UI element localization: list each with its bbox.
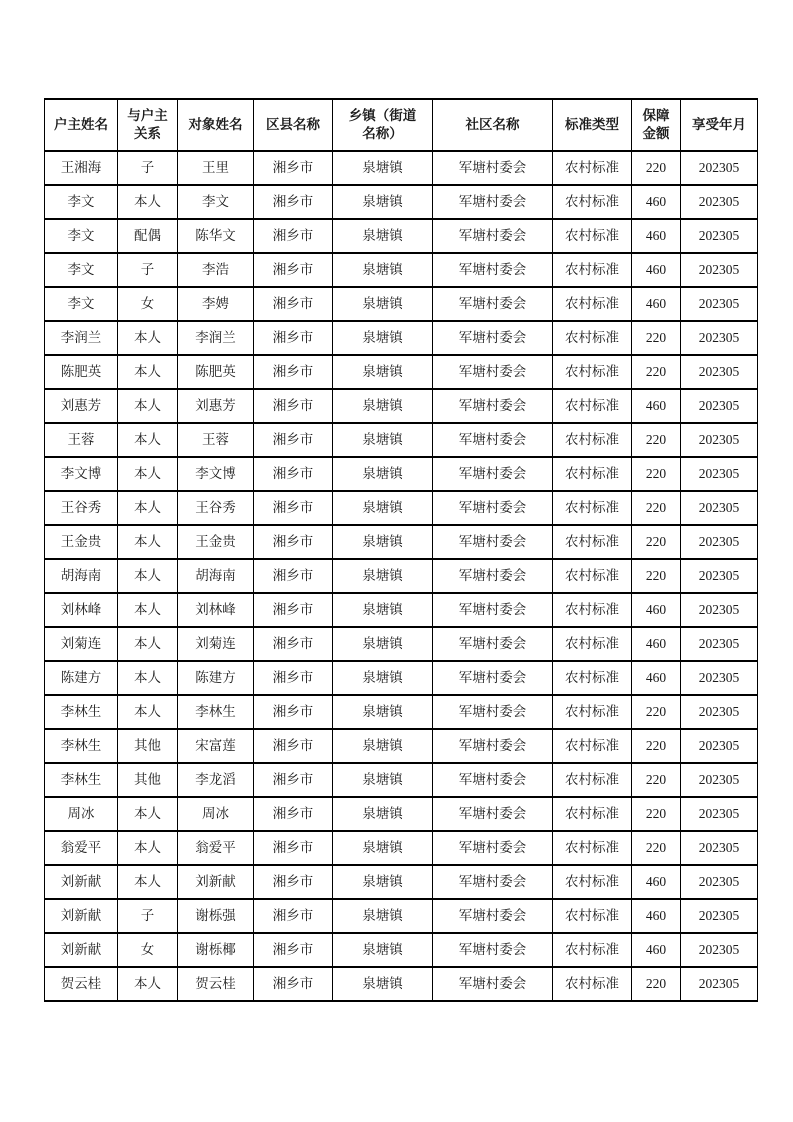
table-row <box>45 185 758 219</box>
table-row <box>45 321 758 355</box>
table-cell: 农村标准 <box>553 491 632 525</box>
table-cell: 军塘村委会 <box>433 933 553 967</box>
table-cell: 农村标准 <box>553 423 632 457</box>
table-row <box>45 763 758 797</box>
table-cell: 刘惠芳 <box>178 389 254 423</box>
table-cell: 女 <box>118 287 178 321</box>
table-cell: 湘乡市 <box>254 797 333 831</box>
table-cell: 配偶 <box>118 219 178 253</box>
table-cell: 460 <box>632 627 681 661</box>
table-cell: 李文 <box>45 287 118 321</box>
table-cell: 220 <box>632 491 681 525</box>
table-cell: 刘林峰 <box>45 593 118 627</box>
table-body <box>45 151 758 1001</box>
table-cell: 子 <box>118 151 178 185</box>
table-row <box>45 423 758 457</box>
table-row <box>45 661 758 695</box>
table-cell: 202305 <box>681 967 758 1001</box>
table-cell: 李文 <box>45 253 118 287</box>
table-cell: 湘乡市 <box>254 287 333 321</box>
table-cell: 农村标准 <box>553 729 632 763</box>
table-cell: 泉塘镇 <box>333 831 433 865</box>
table-row <box>45 355 758 389</box>
table-cell: 农村标准 <box>553 525 632 559</box>
table-cell: 农村标准 <box>553 933 632 967</box>
table-cell: 湘乡市 <box>254 491 333 525</box>
table-cell: 军塘村委会 <box>433 797 553 831</box>
table-cell: 湘乡市 <box>254 185 333 219</box>
table-cell: 本人 <box>118 525 178 559</box>
table-cell: 湘乡市 <box>254 831 333 865</box>
table-cell: 泉塘镇 <box>333 899 433 933</box>
column-header <box>333 99 433 151</box>
table-cell: 王谷秀 <box>178 491 254 525</box>
table-cell: 农村标准 <box>553 559 632 593</box>
table-cell: 本人 <box>118 185 178 219</box>
table-cell: 湘乡市 <box>254 423 333 457</box>
table-cell: 202305 <box>681 695 758 729</box>
table-cell: 农村标准 <box>553 457 632 491</box>
table-cell: 460 <box>632 185 681 219</box>
column-header-label: 户主姓名 <box>54 117 108 133</box>
table-cell: 202305 <box>681 151 758 185</box>
table-cell: 湘乡市 <box>254 321 333 355</box>
table-row <box>45 525 758 559</box>
table-cell: 460 <box>632 593 681 627</box>
column-header-label: 保障金额 <box>642 108 670 141</box>
table-cell: 农村标准 <box>553 389 632 423</box>
column-header <box>45 99 118 151</box>
table-cell: 460 <box>632 865 681 899</box>
table-cell: 农村标准 <box>553 763 632 797</box>
table-cell: 农村标准 <box>553 185 632 219</box>
table-cell: 泉塘镇 <box>333 593 433 627</box>
table-cell: 李林生 <box>178 695 254 729</box>
table-row <box>45 593 758 627</box>
table-cell: 202305 <box>681 627 758 661</box>
table-head <box>45 99 758 151</box>
benefit-table <box>44 98 758 1002</box>
table-cell: 220 <box>632 695 681 729</box>
table-cell: 460 <box>632 219 681 253</box>
table-cell: 李润兰 <box>45 321 118 355</box>
table-cell: 农村标准 <box>553 219 632 253</box>
table-cell: 胡海南 <box>45 559 118 593</box>
column-header <box>118 99 178 151</box>
table-cell: 湘乡市 <box>254 661 333 695</box>
table-cell: 460 <box>632 933 681 967</box>
table-cell: 202305 <box>681 865 758 899</box>
table-cell: 军塘村委会 <box>433 661 553 695</box>
table-row <box>45 457 758 491</box>
column-header-label: 对象姓名 <box>188 117 243 133</box>
table-cell: 本人 <box>118 355 178 389</box>
table-row <box>45 491 758 525</box>
table-cell: 泉塘镇 <box>333 763 433 797</box>
table-cell: 军塘村委会 <box>433 729 553 763</box>
table-cell: 军塘村委会 <box>433 321 553 355</box>
table-cell: 子 <box>118 253 178 287</box>
table-cell: 翁爱平 <box>45 831 118 865</box>
table-cell: 湘乡市 <box>254 219 333 253</box>
table-cell: 贺云桂 <box>178 967 254 1001</box>
table-cell: 460 <box>632 661 681 695</box>
table-cell: 泉塘镇 <box>333 967 433 1001</box>
table-row <box>45 933 758 967</box>
table-cell: 陈华文 <box>178 219 254 253</box>
table-cell: 202305 <box>681 457 758 491</box>
table-cell: 刘新献 <box>178 865 254 899</box>
table-cell: 泉塘镇 <box>333 865 433 899</box>
table-cell: 本人 <box>118 831 178 865</box>
table-cell: 202305 <box>681 423 758 457</box>
table-row <box>45 865 758 899</box>
column-header-label: 享受年月 <box>692 117 746 133</box>
table-row <box>45 899 758 933</box>
table-row <box>45 389 758 423</box>
table-cell: 王金贵 <box>45 525 118 559</box>
table-cell: 220 <box>632 559 681 593</box>
table-cell: 220 <box>632 151 681 185</box>
table-cell: 本人 <box>118 661 178 695</box>
table-cell: 泉塘镇 <box>333 729 433 763</box>
table-cell: 军塘村委会 <box>433 525 553 559</box>
table-cell: 本人 <box>118 627 178 661</box>
table-cell: 泉塘镇 <box>333 661 433 695</box>
table-cell: 202305 <box>681 593 758 627</box>
table-cell: 220 <box>632 763 681 797</box>
table-cell: 湘乡市 <box>254 355 333 389</box>
table-cell: 泉塘镇 <box>333 525 433 559</box>
table-cell: 军塘村委会 <box>433 389 553 423</box>
table-cell: 本人 <box>118 967 178 1001</box>
table-cell: 湘乡市 <box>254 967 333 1001</box>
table-cell: 翁爱平 <box>178 831 254 865</box>
column-header-label: 与户主关系 <box>127 108 168 141</box>
table-cell: 刘新献 <box>45 899 118 933</box>
table-cell: 陈肥英 <box>45 355 118 389</box>
table-cell: 军塘村委会 <box>433 967 553 1001</box>
table-cell: 湘乡市 <box>254 695 333 729</box>
table-cell: 湘乡市 <box>254 933 333 967</box>
table-cell: 泉塘镇 <box>333 627 433 661</box>
table-cell: 泉塘镇 <box>333 423 433 457</box>
table-cell: 李文 <box>45 185 118 219</box>
table-cell: 泉塘镇 <box>333 253 433 287</box>
table-cell: 农村标准 <box>553 355 632 389</box>
table-cell: 王湘海 <box>45 151 118 185</box>
table-cell: 陈建方 <box>178 661 254 695</box>
table-cell: 220 <box>632 967 681 1001</box>
table-cell: 农村标准 <box>553 287 632 321</box>
table-cell: 460 <box>632 253 681 287</box>
table-cell: 李浩 <box>178 253 254 287</box>
table-cell: 460 <box>632 389 681 423</box>
table-cell: 湘乡市 <box>254 525 333 559</box>
table-cell: 农村标准 <box>553 253 632 287</box>
table-row <box>45 151 758 185</box>
table-cell: 军塘村委会 <box>433 627 553 661</box>
table-cell: 202305 <box>681 525 758 559</box>
table-cell: 202305 <box>681 933 758 967</box>
table-cell: 军塘村委会 <box>433 219 553 253</box>
table-cell: 李林生 <box>45 695 118 729</box>
table-cell: 胡海南 <box>178 559 254 593</box>
table-cell: 军塘村委会 <box>433 355 553 389</box>
table-cell: 湘乡市 <box>254 593 333 627</box>
table-cell: 李润兰 <box>178 321 254 355</box>
table-cell: 本人 <box>118 865 178 899</box>
table-cell: 220 <box>632 355 681 389</box>
table-cell: 谢栎椰 <box>178 933 254 967</box>
table-cell: 湘乡市 <box>254 457 333 491</box>
table-row <box>45 627 758 661</box>
table-cell: 军塘村委会 <box>433 423 553 457</box>
table-cell: 本人 <box>118 457 178 491</box>
table-cell: 湘乡市 <box>254 899 333 933</box>
table-cell: 湘乡市 <box>254 151 333 185</box>
table-cell: 王蓉 <box>178 423 254 457</box>
table-cell: 王蓉 <box>45 423 118 457</box>
table-cell: 女 <box>118 933 178 967</box>
table-cell: 军塘村委会 <box>433 253 553 287</box>
table-cell: 军塘村委会 <box>433 695 553 729</box>
table-cell: 本人 <box>118 797 178 831</box>
table-cell: 202305 <box>681 355 758 389</box>
table-cell: 军塘村委会 <box>433 151 553 185</box>
table-cell: 202305 <box>681 219 758 253</box>
table-cell: 宋富莲 <box>178 729 254 763</box>
table-cell: 本人 <box>118 423 178 457</box>
column-header <box>433 99 553 151</box>
table-cell: 泉塘镇 <box>333 355 433 389</box>
table-cell: 202305 <box>681 321 758 355</box>
table-cell: 泉塘镇 <box>333 695 433 729</box>
table-row <box>45 729 758 763</box>
table-cell: 泉塘镇 <box>333 151 433 185</box>
table-cell: 202305 <box>681 559 758 593</box>
table-cell: 军塘村委会 <box>433 899 553 933</box>
table-row <box>45 219 758 253</box>
column-header-label: 社区名称 <box>465 117 520 133</box>
table-cell: 农村标准 <box>553 797 632 831</box>
table-cell: 202305 <box>681 899 758 933</box>
table-cell: 农村标准 <box>553 695 632 729</box>
table-cell: 李龙滔 <box>178 763 254 797</box>
table-row <box>45 695 758 729</box>
table-cell: 周冰 <box>178 797 254 831</box>
table-cell: 谢栎强 <box>178 899 254 933</box>
table-row <box>45 831 758 865</box>
table-cell: 本人 <box>118 695 178 729</box>
table-cell: 王谷秀 <box>45 491 118 525</box>
table-cell: 本人 <box>118 559 178 593</box>
table-cell: 泉塘镇 <box>333 457 433 491</box>
table-cell: 本人 <box>118 593 178 627</box>
table-cell: 军塘村委会 <box>433 457 553 491</box>
table-cell: 湘乡市 <box>254 389 333 423</box>
table-cell: 220 <box>632 831 681 865</box>
table-cell: 农村标准 <box>553 661 632 695</box>
table-cell: 刘惠芳 <box>45 389 118 423</box>
table-cell: 农村标准 <box>553 865 632 899</box>
table-cell: 军塘村委会 <box>433 491 553 525</box>
table-cell: 李文 <box>45 219 118 253</box>
column-header <box>178 99 254 151</box>
table-cell: 220 <box>632 457 681 491</box>
table-cell: 李林生 <box>45 763 118 797</box>
table-cell: 202305 <box>681 287 758 321</box>
table-cell: 泉塘镇 <box>333 219 433 253</box>
table-cell: 220 <box>632 321 681 355</box>
table-cell: 460 <box>632 899 681 933</box>
table-cell: 220 <box>632 423 681 457</box>
table-cell: 202305 <box>681 389 758 423</box>
table-row <box>45 253 758 287</box>
table-cell: 农村标准 <box>553 151 632 185</box>
table-cell: 220 <box>632 525 681 559</box>
table-cell: 农村标准 <box>553 593 632 627</box>
table-cell: 农村标准 <box>553 627 632 661</box>
table-row <box>45 967 758 1001</box>
table-cell: 湘乡市 <box>254 729 333 763</box>
table-cell: 周冰 <box>45 797 118 831</box>
table-cell: 湘乡市 <box>254 763 333 797</box>
table-row <box>45 797 758 831</box>
table-cell: 军塘村委会 <box>433 593 553 627</box>
column-header <box>254 99 333 151</box>
header-row <box>45 99 758 151</box>
table-cell: 本人 <box>118 321 178 355</box>
table-cell: 军塘村委会 <box>433 185 553 219</box>
table-cell: 泉塘镇 <box>333 287 433 321</box>
column-header-label: 区县名称 <box>266 117 320 133</box>
table-cell: 泉塘镇 <box>333 797 433 831</box>
table-cell: 202305 <box>681 253 758 287</box>
table-cell: 湘乡市 <box>254 559 333 593</box>
table-cell: 湘乡市 <box>254 627 333 661</box>
table-cell: 其他 <box>118 763 178 797</box>
table-cell: 湘乡市 <box>254 253 333 287</box>
table-cell: 泉塘镇 <box>333 933 433 967</box>
table-cell: 军塘村委会 <box>433 763 553 797</box>
table-cell: 农村标准 <box>553 899 632 933</box>
table-cell: 农村标准 <box>553 321 632 355</box>
table-cell: 202305 <box>681 729 758 763</box>
table-cell: 202305 <box>681 797 758 831</box>
table-cell: 泉塘镇 <box>333 491 433 525</box>
table-cell: 泉塘镇 <box>333 321 433 355</box>
table-cell: 王里 <box>178 151 254 185</box>
table-cell: 李娉 <box>178 287 254 321</box>
table-cell: 202305 <box>681 763 758 797</box>
table-cell: 农村标准 <box>553 831 632 865</box>
table-cell: 军塘村委会 <box>433 287 553 321</box>
table-cell: 李林生 <box>45 729 118 763</box>
table-cell: 刘林峰 <box>178 593 254 627</box>
table-cell: 李文 <box>178 185 254 219</box>
table-cell: 本人 <box>118 491 178 525</box>
table-row <box>45 559 758 593</box>
table-cell: 220 <box>632 729 681 763</box>
table-cell: 农村标准 <box>553 967 632 1001</box>
table-cell: 泉塘镇 <box>333 559 433 593</box>
table-cell: 陈建方 <box>45 661 118 695</box>
table-cell: 军塘村委会 <box>433 831 553 865</box>
table-cell: 202305 <box>681 831 758 865</box>
table-cell: 202305 <box>681 661 758 695</box>
table-cell: 其他 <box>118 729 178 763</box>
column-header <box>681 99 758 151</box>
table-cell: 刘新献 <box>45 933 118 967</box>
table-cell: 泉塘镇 <box>333 389 433 423</box>
table-cell: 220 <box>632 797 681 831</box>
column-header <box>553 99 632 151</box>
table-cell: 泉塘镇 <box>333 185 433 219</box>
table-cell: 王金贵 <box>178 525 254 559</box>
table-cell: 贺云桂 <box>45 967 118 1001</box>
table-cell: 军塘村委会 <box>433 865 553 899</box>
table-cell: 李文博 <box>45 457 118 491</box>
table-cell: 李文博 <box>178 457 254 491</box>
table-cell: 刘菊连 <box>178 627 254 661</box>
table-cell: 湘乡市 <box>254 865 333 899</box>
table-cell: 子 <box>118 899 178 933</box>
table-cell: 202305 <box>681 491 758 525</box>
table-cell: 刘新献 <box>45 865 118 899</box>
column-header <box>632 99 681 151</box>
column-header-label: 标准类型 <box>565 117 619 133</box>
table-cell: 刘菊连 <box>45 627 118 661</box>
table-cell: 陈肥英 <box>178 355 254 389</box>
table-cell: 202305 <box>681 185 758 219</box>
table-cell: 本人 <box>118 389 178 423</box>
table-row <box>45 287 758 321</box>
table-cell: 军塘村委会 <box>433 559 553 593</box>
column-header-label: 乡镇（街道名称） <box>348 108 417 141</box>
table-cell: 460 <box>632 287 681 321</box>
